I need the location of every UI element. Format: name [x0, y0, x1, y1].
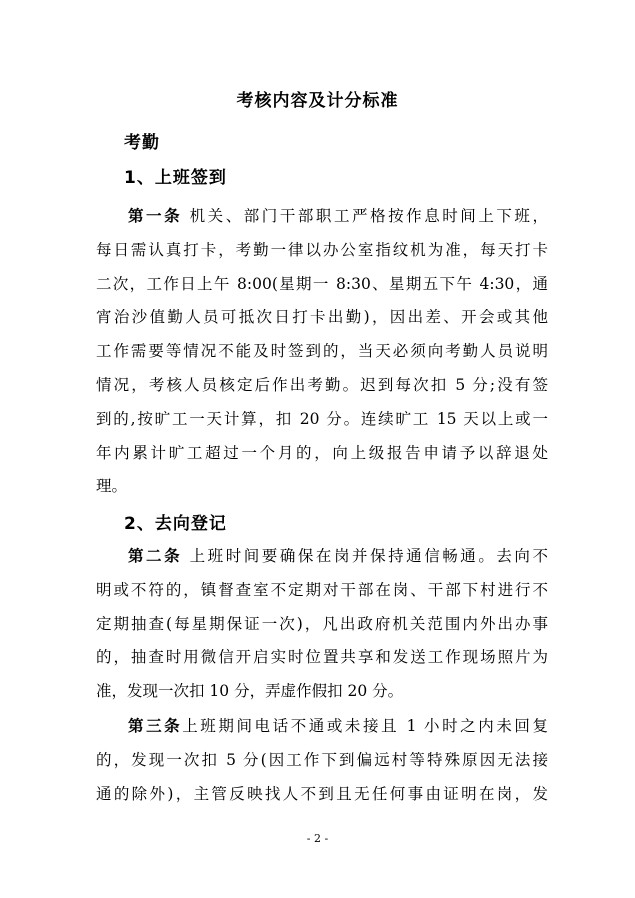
- text-line: 的，发现一次扣 5 分(因工作下到偏远村等特殊原因无法接: [96, 750, 548, 769]
- article-1: [96, 200, 548, 504]
- text-line: 准，发现一次扣 10 分，弄虚作假扣 20 分。: [96, 682, 404, 701]
- article-3: [96, 710, 548, 811]
- text-line: 的，抽查时用微信开启实时位置共享和发送工作现场照片为: [96, 648, 548, 667]
- text-line: [96, 200, 548, 234]
- page-number: - 2 -: [306, 832, 329, 845]
- line-text: 机关、部门干部职工严格按作息时间上下班，: [182, 207, 548, 225]
- text-line: [96, 710, 548, 744]
- section-heading: 考勤: [124, 133, 160, 153]
- text-line: 明或不符的，镇督查室不定期对干部在岗、干部下村进行不: [96, 580, 548, 599]
- text-line: 二次，工作日上午 8:00(星期一 8:30、星期五下午 4:30，通: [96, 274, 548, 293]
- subsection-heading-1: 1、上班签到: [124, 168, 227, 188]
- text-line: 宵治沙值勤人员可抵次日打卡出勤)，因出差、开会或其他: [96, 308, 548, 327]
- text-line: 年内累计旷工超过一个月的，向上级报告申请予以辞退处: [96, 443, 548, 462]
- article-label: 第一条: [128, 207, 183, 225]
- line-text: 上班时间要确保在岗并保持通信畅通。去向不: [182, 547, 548, 565]
- line-text: 上班期间电话不通或未接且 1 小时之内未回复: [182, 717, 548, 735]
- article-2: [96, 540, 548, 709]
- document-title: 考核内容及计分标准: [236, 91, 399, 111]
- text-line: 定期抽查(每星期保证一次)，凡出政府机关范围内外出办事: [96, 614, 548, 633]
- text-line: 情况，考核人员核定后作出考勤。迟到每次扣 5 分;没有签: [96, 375, 548, 394]
- text-line: 通的除外)，主管反映找人不到且无任何事由证明在岗，发: [96, 784, 548, 803]
- text-line: 每日需认真打卡，考勤一律以办公室指纹机为准，每天打卡: [96, 240, 548, 259]
- text-line: [96, 540, 548, 574]
- text-line: 工作需要等情况不能及时签到的，当天必须向考勤人员说明: [96, 342, 548, 361]
- subsection-heading-2: 2、去向登记: [124, 514, 227, 534]
- article-label: 第二条: [128, 547, 183, 565]
- text-line: 理。: [96, 477, 128, 496]
- text-line: 到的,按旷工一天计算，扣 20 分。连续旷工 15 天以上或一: [96, 409, 548, 428]
- article-label: 第三条: [128, 717, 183, 735]
